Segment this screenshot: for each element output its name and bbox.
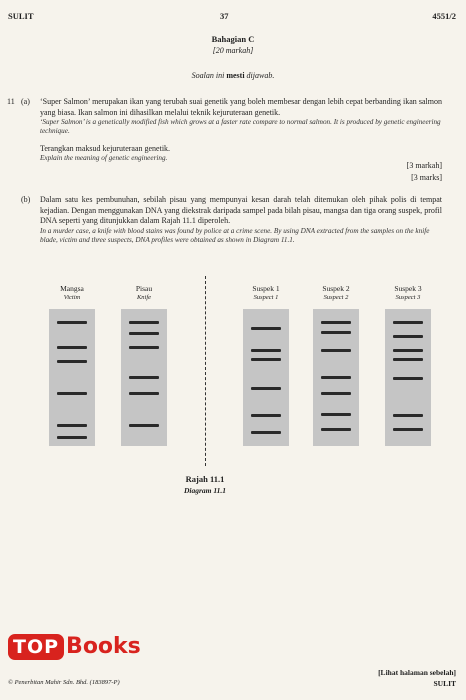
part-a-marks-en: [3 marks]	[411, 173, 442, 182]
lane-label-2	[226, 284, 306, 302]
dna-band	[57, 321, 87, 324]
part-a-marks-ms: [3 markah]	[406, 161, 442, 170]
next-page-note: [Lihat halaman sebelah]	[378, 668, 456, 677]
dna-band	[129, 346, 159, 349]
lane-label-ms: Suspek 2	[322, 284, 350, 293]
paper-code: 4551/2	[432, 11, 456, 21]
dna-band	[321, 331, 351, 334]
lane-label-3	[296, 284, 376, 302]
dna-band	[393, 349, 423, 352]
dna-band	[393, 321, 423, 324]
header-sulit: SULIT	[8, 11, 34, 21]
part-a-text-en: ‘Super Salmon’ is a genetically modified fish which grows at a faster rate compare to normal salmon. It is produced by genetic engineering technique.	[40, 118, 441, 136]
lane-label-ms: Mangsa	[60, 284, 84, 293]
part-a-body	[40, 97, 442, 163]
lane-label-ms: Suspek 3	[394, 284, 422, 293]
lane-label-en: Victim	[63, 294, 81, 301]
copyright: © Penerbitan Mahir Sdn. Bhd. (183897-P)	[8, 679, 120, 686]
lane-label-ms: Suspek 1	[252, 284, 280, 293]
gel-lane-1	[121, 309, 167, 446]
question-number: 11	[7, 97, 15, 106]
dna-band	[57, 346, 87, 349]
dna-band	[57, 392, 87, 395]
gel-lane-2	[243, 309, 289, 446]
gel-lane-0	[49, 309, 95, 446]
dna-band	[251, 431, 281, 434]
dna-band	[57, 436, 87, 439]
part-b-text-en: In a murder case, a knife with blood stains was found by police at a crime scene. By using DNA extracted from the samples on the knife blade, victim and three suspects, DNA profiles were obtained as shown in Diagram 11.1.	[40, 226, 430, 244]
dna-band	[321, 349, 351, 352]
gel-lane-4	[385, 309, 431, 446]
dna-band	[393, 428, 423, 431]
dna-band	[393, 335, 423, 338]
dna-band	[251, 387, 281, 390]
dna-band	[393, 358, 423, 361]
dna-band	[321, 392, 351, 395]
dna-band	[251, 349, 281, 352]
footer-sulit: SULIT	[433, 679, 456, 688]
dna-band	[129, 332, 159, 335]
gel-lane-3	[313, 309, 359, 446]
dna-band	[129, 392, 159, 395]
lane-label-en: Knife	[136, 294, 152, 301]
topbooks-logo: TOP Books	[8, 634, 141, 660]
dna-band	[393, 414, 423, 417]
part-b-text-ms: Dalam satu kes pembunuhan, sebilah pisau yang mempunyai kesan darah telah ditemukan oleh pihak polis di tempat kejadian. Dengan menggunakan DNA yang diekstrak daripada sampel pada bilah pisau, mangsa dan tiga orang suspek, profil DNA seperti yang ditunjukkan dalam Rajah 11.1 diperoleh.	[40, 195, 442, 226]
diagram-caption-en: Diagram 11.1	[183, 486, 227, 495]
dna-band	[321, 376, 351, 379]
part-a-question-ms: Terangkan maksud kejuruteraan genetik.	[40, 143, 171, 153]
diagram-caption-ms: Rajah 11.1	[185, 474, 225, 484]
lane-label-1	[104, 284, 184, 302]
dna-band	[57, 360, 87, 363]
dna-band	[393, 377, 423, 380]
lane-label-ms: Pisau	[135, 284, 153, 293]
divider-dashed-line	[205, 276, 206, 466]
dna-band	[251, 358, 281, 361]
part-a-text-ms: ‘Super Salmon’ merupakan ikan yang terubah suai genetik yang boleh membesar dengan lebih cepat berbanding ikan salmon yang biasa. Ikan salmon ini dihasilkan melalui teknik kejuruteraan genetik.	[40, 97, 442, 117]
part-a-question-en: Explain the meaning of genetic engineering.	[40, 154, 168, 163]
part-b-body	[40, 195, 442, 245]
section-title: Bahagian C	[211, 34, 255, 44]
lane-label-en: Suspect 1	[253, 294, 279, 301]
section-instruction: Soalan ini mesti dijawab.	[191, 71, 275, 80]
dna-band	[251, 414, 281, 417]
page-number: 37	[220, 11, 229, 21]
lane-label-en: Suspect 2	[323, 294, 349, 301]
dna-band	[129, 424, 159, 427]
dna-band	[321, 428, 351, 431]
lane-label-en: Suspect 3	[395, 294, 421, 301]
part-a-label: (a)	[21, 97, 30, 106]
part-b-label: (b)	[21, 195, 31, 204]
lane-label-4	[368, 284, 448, 302]
dna-band	[57, 424, 87, 427]
dna-band	[321, 413, 351, 416]
dna-band	[321, 321, 351, 324]
dna-band	[251, 327, 281, 330]
section-marks: [20 markah]	[212, 46, 254, 55]
lane-label-0	[32, 284, 112, 302]
dna-band	[129, 376, 159, 379]
dna-band	[129, 321, 159, 324]
